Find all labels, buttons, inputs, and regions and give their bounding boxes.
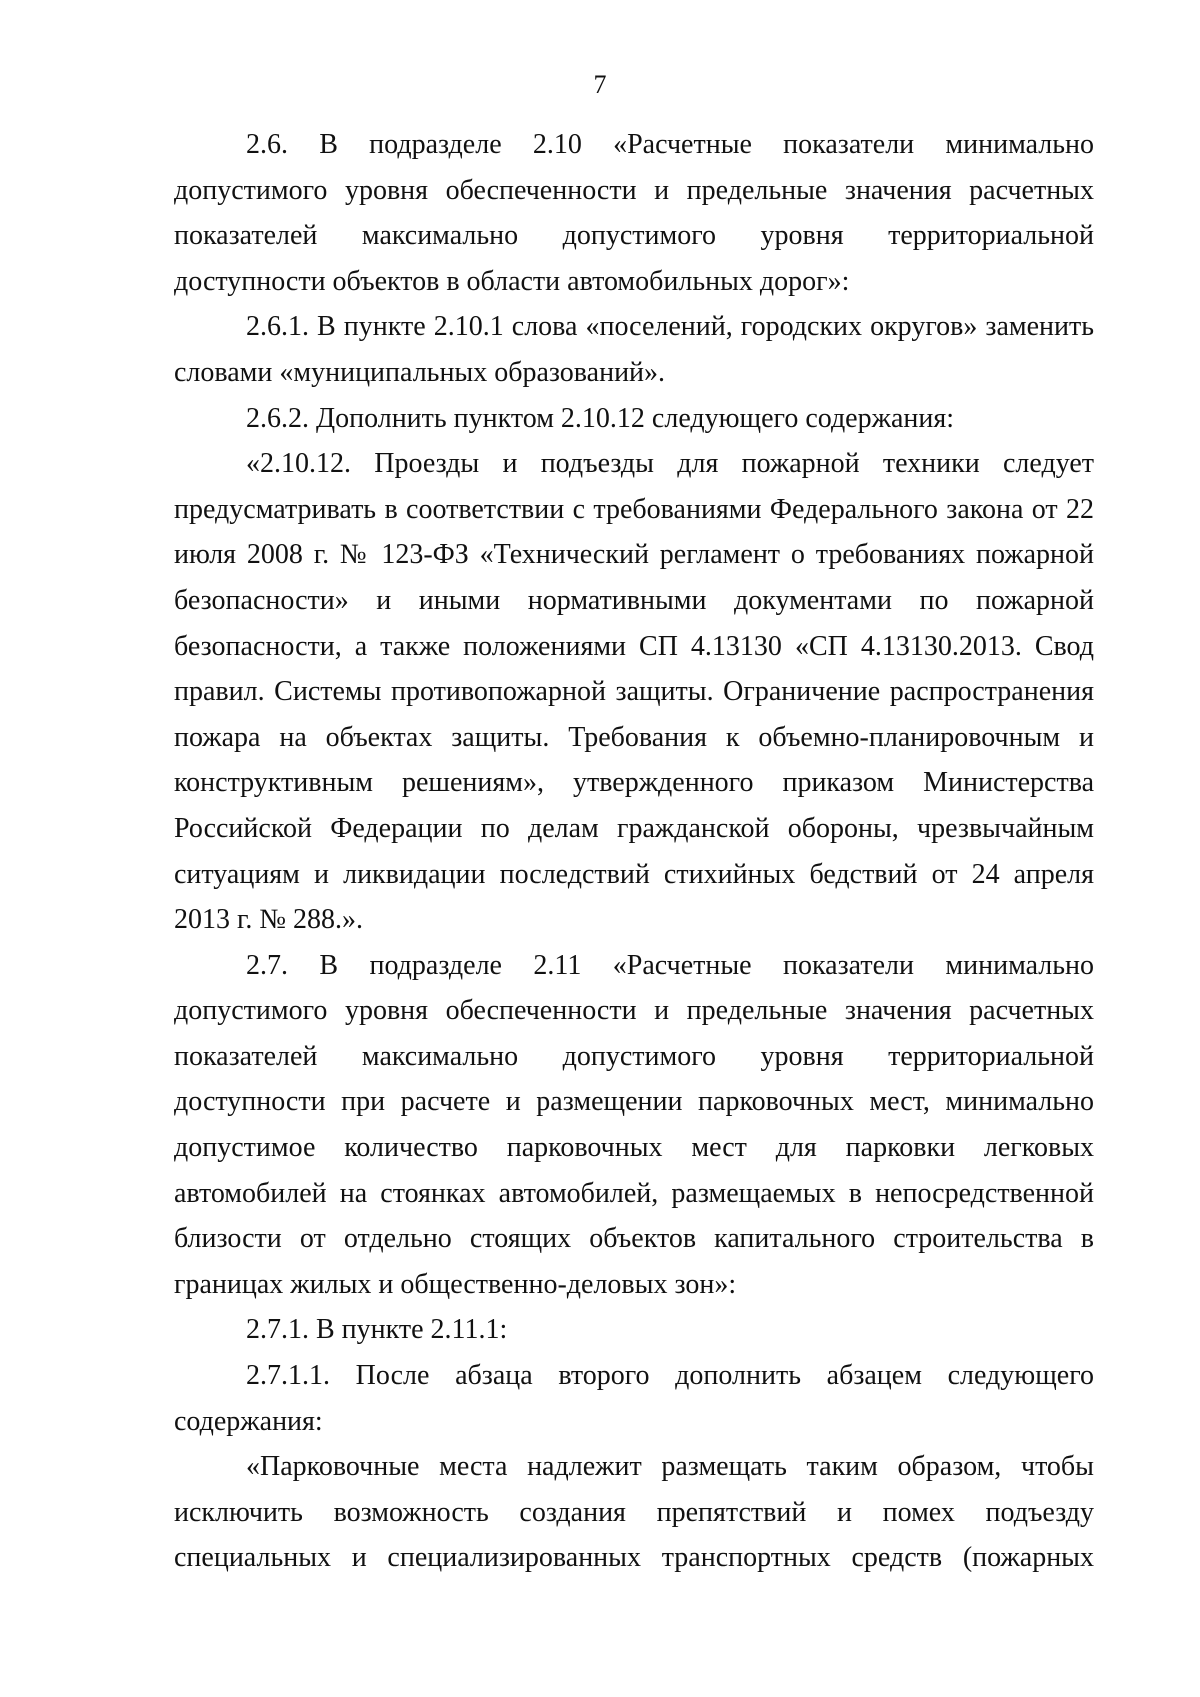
paragraph-2-10-12-quote: «2.10.12. Проезды и подъезды для пожарной техники следует предусматривать в соответствии с требованиями Федерального закона от 22 июля 2008 г. № 123-ФЗ «Технический регламент о требованиях пожарной безопасности» и иными нормативными документами по пожарной безопасности, а также положениями СП 4.13130 «СП 4.13130.2013. Свод правил. Системы противопожарной защиты. Ограничение распространения пожара на объектах защиты. Требования к объемно-планировочным и конструктивным решениям», утвержденного приказом Министерства Российской Федерации по делам гражданской обороны, чрезвычайным ситуациям и ликвидации последствий стихийных бедствий от 24 апреля 2013 г. № 288.». <box>174 448 1094 936</box>
page-number: 7 <box>593 70 607 99</box>
paragraph-2-6: 2.6. В подразделе 2.10 «Расчетные показатели минимально допустимого уровня обеспеченности и предельные значения расчетных показателей максимально допустимого уровня территориальной доступности объектов в области автомобильных дорог»: <box>174 129 1094 297</box>
paragraph-2-6-2: 2.6.2. Дополнить пунктом 2.10.12 следующего содержания: <box>246 402 955 434</box>
paragraph-2-7-1-1: 2.7.1.1. После абзаца второго дополнить абзацем следующего содержания: <box>174 1360 1094 1437</box>
paragraph-2-7: 2.7. В подразделе 2.11 «Расчетные показатели минимально допустимого уровня обеспеченности и предельные значения расчетных показателей максимально допустимого уровня территориальной доступности при расчете и размещении парковочных мест, минимально допустимое количество парковочных мест для парковки легковых автомобилей на стоянках автомобилей, размещаемых в непосредственной близости от отдельно стоящих объектов капитального строительства в границах жилых и общественно-деловых зон»: <box>174 949 1094 1300</box>
paragraph-2-7-1: 2.7.1. В пункте 2.11.1: <box>246 1314 508 1346</box>
paragraph-parking-quote: «Парковочные места надлежит размещать таким образом, чтобы исключить возможность создания препятствий и помех подъезду специальных и специализированных транспортных средств (пожарных <box>174 1451 1094 1574</box>
paragraph-2-6-1: 2.6.1. В пункте 2.10.1 слова «поселений, городских округов» заменить словами «муниципальных образований». <box>174 311 1094 388</box>
document-body <box>174 122 1094 1581</box>
